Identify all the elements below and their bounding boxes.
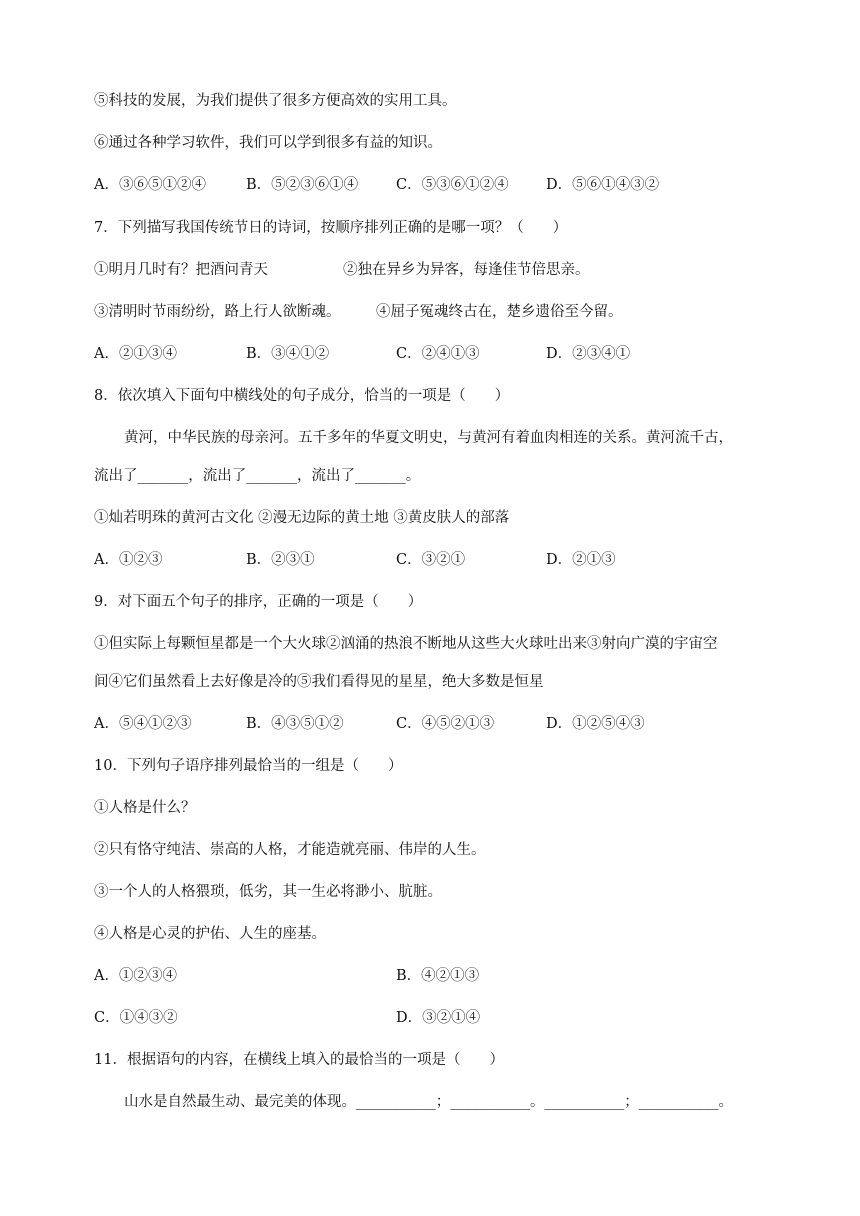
q10-sentence-3: ③一个人的人格猥琐，低劣，其一生必将渺小、肮脏。 (94, 884, 442, 900)
q9-option-c: C．④⑤②①③ (396, 716, 495, 732)
q8-question: 8．依次填入下面句中横线处的句子成分，恰当的一项是（ ） (94, 388, 510, 404)
q10-sentence-2: ②只有恪守纯洁、崇高的人格，才能造就亮丽、伟岸的人生。 (94, 842, 486, 858)
q7-option-c: C．②④①③ (396, 346, 480, 362)
q10-option-c: C．①④③② (94, 1010, 178, 1026)
q10-option-a: A．①②③④ (94, 968, 177, 984)
q7-poem-4: ④屈子冤魂终古在，楚乡遗俗至今留。 (376, 304, 623, 320)
q10-option-b: B．④②①③ (396, 968, 480, 984)
q9-sentences-line-1: ①但实际上每颗恒星都是一个大火球②汹涌的热浪不断地从这些大火球吐出来③射向广漠的宇宙空 (94, 636, 718, 652)
q7-poem-2: ②独在异乡为异客，每逢佳节倍思亲。 (343, 262, 590, 278)
q7-question: 7．下列描写我国传统节日的诗词，按顺序排列正确的是哪一项？（ ） (94, 220, 568, 236)
q6-option-b: B．⑤②③⑥①④ (246, 177, 359, 193)
q6-option-c: C．⑤③⑥①②④ (396, 177, 509, 193)
q8-option-d: D．②①③ (546, 552, 616, 568)
q10-question: 10．下列句子语序排列最恰当的一组是（ ） (94, 758, 403, 774)
q6-option-d: D．⑤⑥①④③② (546, 177, 660, 193)
q9-option-b: B．④③⑤①② (246, 716, 344, 732)
q7-poem-3: ③清明时节雨纷纷，路上行人欲断魂。 (94, 304, 341, 320)
q6-sentence-6: ⑥通过各种学习软件，我们可以学到很多有益的知识。 (94, 135, 442, 151)
q9-option-d: D．①②⑤④③ (546, 716, 645, 732)
q9-question: 9．对下面五个句子的排序，正确的一项是（ ） (94, 594, 423, 610)
q8-passage-line-2: 流出了_______，流出了_______，流出了_______。 (94, 468, 421, 484)
q6-option-a: A．③⑥⑤①②④ (94, 177, 206, 193)
q6-sentence-5: ⑤科技的发展，为我们提供了很多方便高效的实用工具。 (94, 93, 457, 109)
q8-option-c: C．③②① (396, 552, 466, 568)
q7-option-a: A．②①③④ (94, 346, 177, 362)
q7-poem-1: ①明月几时有？把酒问青天 (94, 262, 268, 278)
q9-sentences-line-2: 间④它们虽然看上去好像是冷的⑤我们看得见的星星，绝大多数是恒星 (94, 674, 544, 690)
q9-option-a: A．⑤④①②③ (94, 716, 192, 732)
q11-question: 11．根据语句的内容，在横线上填入的最恰当的一项是（ ） (94, 1052, 504, 1068)
q8-passage-line-1: 黄河，中华民族的母亲河。五千多年的华夏文明史，与黄河有着血肉相连的关系。黄河流千古， (124, 430, 733, 446)
q11-passage: 山水是自然最生动、最完美的体现。___________；___________。___________；___________。 (124, 1094, 733, 1110)
q8-option-a: A．①②③ (94, 552, 163, 568)
q10-sentence-1: ①人格是什么？ (94, 800, 196, 816)
q7-option-d: D．②③④① (546, 346, 631, 362)
q8-choices: ①灿若明珠的黄河古文化 ②漫无边际的黄土地 ③黄皮肤人的部落 (94, 510, 510, 526)
q7-option-b: B．③④①② (246, 346, 330, 362)
q10-option-d: D．③②①④ (396, 1010, 481, 1026)
q8-option-b: B．②③① (246, 552, 315, 568)
q10-sentence-4: ④人格是心灵的护佑、人生的座基。 (94, 926, 326, 942)
